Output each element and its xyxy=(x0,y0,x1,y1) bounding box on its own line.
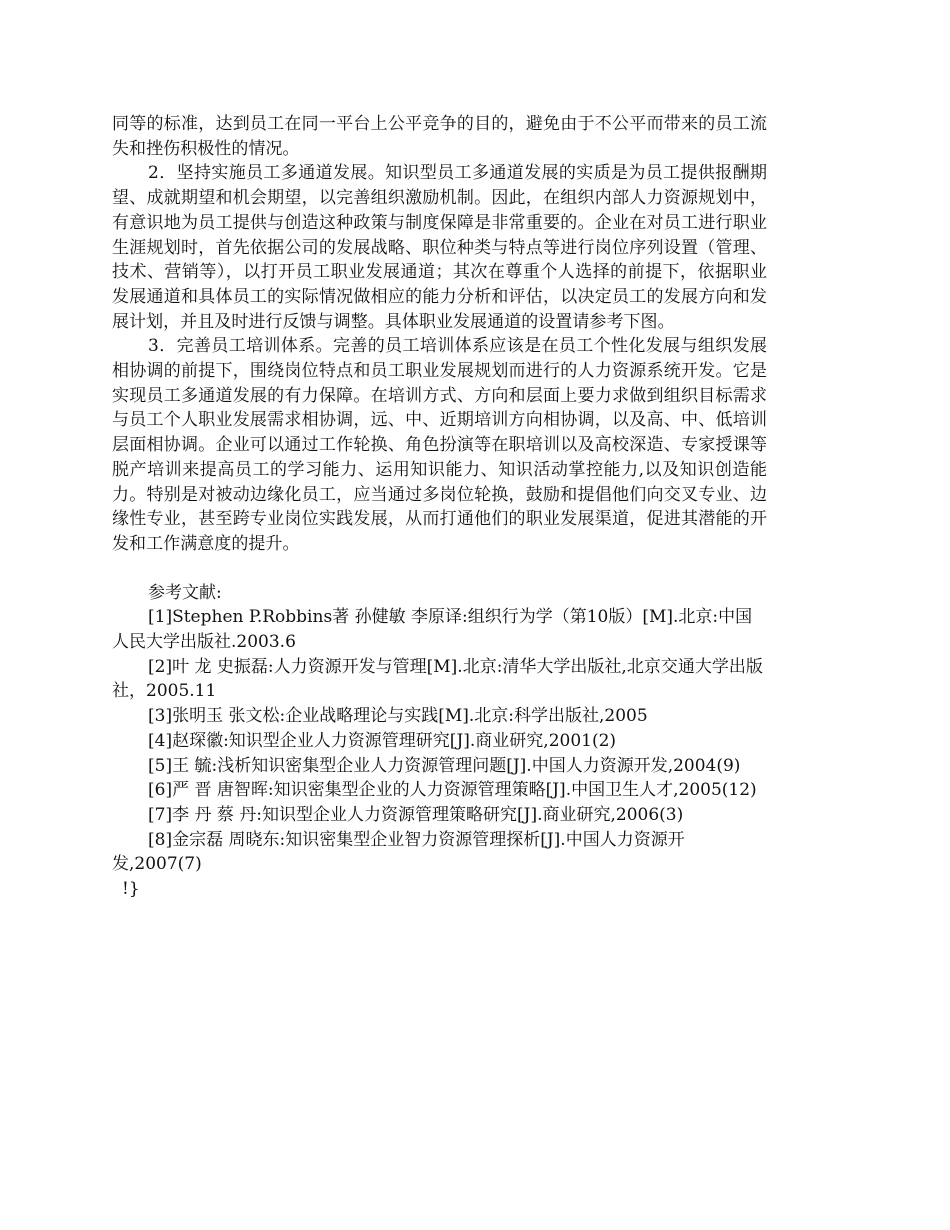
trailing-marks: !} xyxy=(122,879,140,900)
body-paragraph-2: 2．坚持实施员工多通道发展。知识型员工多通道发展的实质是为员工提供报酬期望、成就期望和机会期望，以完善组织激励机制。因此，在组织内部人力资源规划中，有意识地为员工提供与创造这种政策与制度保障是非常重要的。企业在对员工进行职业生涯规划时，首先依据公司的发展战略、职位种类与特点等进行岗位序列设置（管理、技术、营销等），以打开员工职业发展通道；其次在尊重个人选择的前提下，依据职业发展通道和具体员工的实际情况做相应的能力分析和评估，以决定员工的发展方向和发展计划，并且及时进行反馈与调整。具体职业发展通道的设置请参考下图。 xyxy=(112,163,767,332)
reference-item-5: [5]王 毓:浅析知识密集型企业人力资源管理问题[J].中国人力资源开发,2004(9) xyxy=(148,755,741,776)
reference-item-4: [4]赵琛徽:知识型企业人力资源管理研究[J].商业研究,2001(2) xyxy=(148,730,617,751)
document-page xyxy=(112,112,767,902)
references-section xyxy=(112,581,767,877)
references-heading: 参考文献: xyxy=(148,582,222,603)
reference-item-2: [2]叶 龙 史振磊:人力资源开发与管理[M].北京:清华大学出版社,北京交通大学出版社，2005.11 xyxy=(112,656,763,702)
reference-item-1: [1]Stephen P.Robbins著 孙健敏 李原译:组织行为学（第10版）[M].北京:中国人民大学出版社.2003.6 xyxy=(112,607,753,653)
reference-item-7: [7]李 丹 蔡 丹:知识型企业人力资源管理策略研究[J].商业研究,2006(3) xyxy=(148,804,684,825)
body-paragraph-1: 同等的标准，达到员工在同一平台上公平竞争的目的，避免由于不公平而带来的员工流失和挫伤积极性的情况。 xyxy=(112,114,767,159)
reference-item-3: [3]张明玉 张文松:企业战略理论与实践[M].北京:科学出版社,2005 xyxy=(148,706,648,727)
body-paragraph-3: 3．完善员工培训体系。完善的员工培训体系应该是在员工个性化发展与组织发展相协调的前提下，围绕岗位特点和员工职业发展规划而进行的人力资源系统开发。它是实现员工多通道发展的有力保障。在培训方式、方向和层面上要力求做到组织目标需求与员工个人职业发展需求相协调，远、中、近期培训方向相协调，以及高、中、低培训层面相协调。企业可以通过工作轮换、角色扮演等在职培训以及高校深造、专家授课等脱产培训来提高员工的学习能力、运用知识能力、知识活动掌控能力,以及知识创造能力。特别是对被动边缘化员工，应当通过多岗位轮换，鼓励和提倡他们向交叉专业、边缘性专业，甚至跨专业岗位实践发展，从而打通他们的职业发展渠道，促进其潜能的开发和工作满意度的提升。 xyxy=(112,336,767,554)
reference-item-6: [6]严 晋 唐智晖:知识密集型企业的人力资源管理策略[J].中国卫生人才,2005(12) xyxy=(148,780,757,801)
reference-item-8: [8]金宗磊 周晓东:知识密集型企业智力资源管理探析[J].中国人力资源开发,2007(7) xyxy=(112,829,685,875)
